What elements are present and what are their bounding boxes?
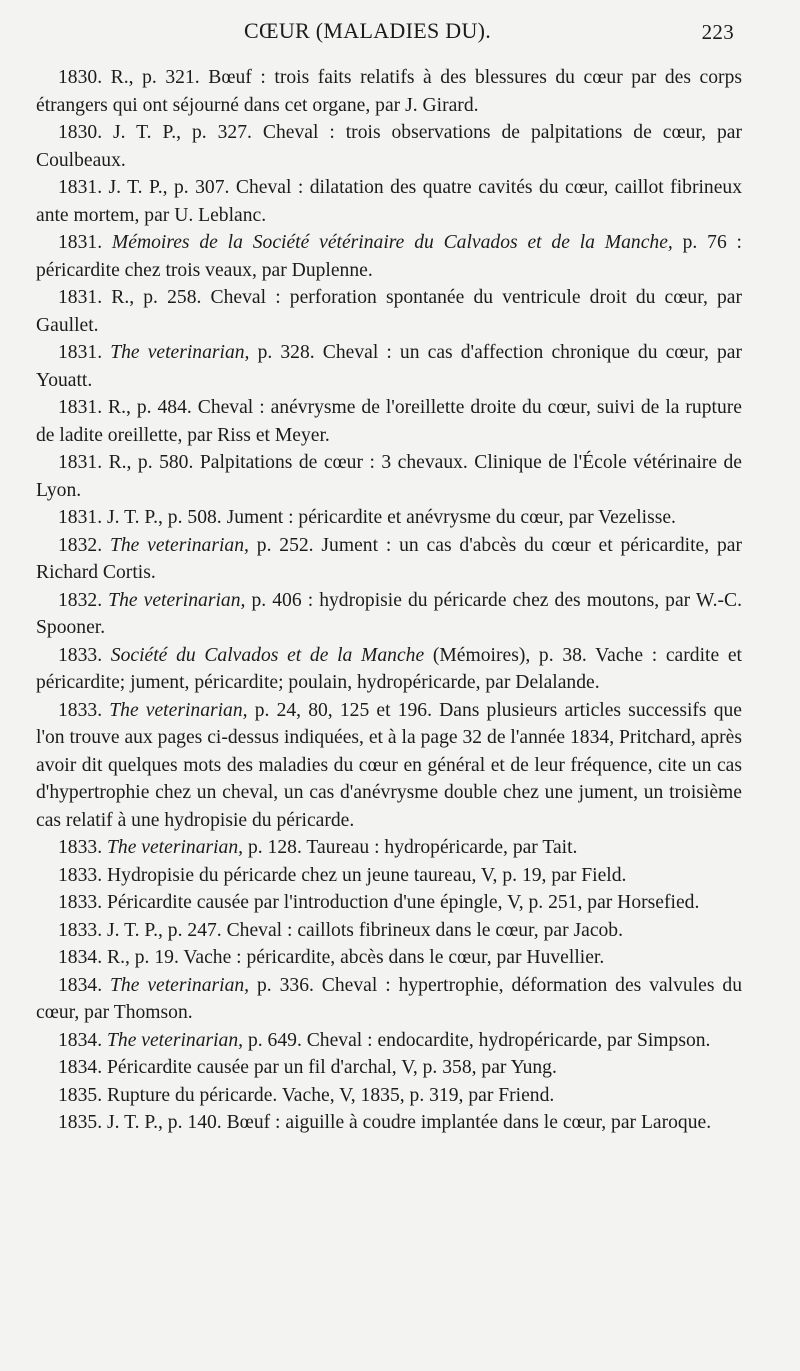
entry-year: 1831. [58,397,103,418]
entry-year: 1832. [58,589,103,611]
entry-text: Bœuf : aiguille à coudre implantée dans le cœur, par Laroque. [226,1112,712,1133]
entry-text: p. 128. Taureau : hydropéricarde, par Tait. [247,837,578,858]
entry-reference: J. T. P., p. 307. [108,177,230,198]
entry-reference: J. T. P., p. 140. [107,1112,222,1133]
entry-text: Cheval : dilatation des quatre cavités du cœur, caillot fibrineux ante mortem, par U. Leblanc. [36,177,742,226]
entry-source-title: Société du Calvados et de la Manche [110,644,425,666]
book-page [36,18,742,1363]
bibliography-entry [36,229,742,284]
bibliography-entry [36,642,742,697]
entry-year: 1833. [58,699,103,721]
running-header [36,18,742,54]
bibliography-entry [36,944,742,972]
entry-source-title: The veterinarian, [110,974,250,996]
entry-year: 1831. [58,177,103,198]
entry-source-title: The veterinarian, [109,699,248,721]
bibliography-entry [36,834,742,862]
page-number: 223 [701,20,734,44]
entry-reference: R., p. 321. [110,67,200,88]
entry-year: 1833. [58,892,103,913]
bibliography-entry [36,587,742,642]
bibliography-entry [36,1082,742,1110]
entry-reference: J. T. P., p. 508. [107,507,222,528]
bibliography-entry [36,889,742,917]
entry-text: p. 336. Cheval : hypertrophie, déformation des valvules du cœur, par Thomson. [36,974,742,1023]
entry-reference: R., p. 484. [108,397,192,418]
bibliography-entry [36,1109,742,1137]
entry-year: 1833. [58,864,103,886]
entry-year: 1835. [58,1112,103,1133]
entry-text: p. 24, 80, 125 et 196. Dans plusieurs articles successifs que l'on trouve aux pages ci-dessus indiquées, et à la page 32 de l'année 1834, Pritchard, après avoir dit quelques mots des maladies du cœur en général et de leur fréquence, cite un cas d'hypertrophie chez un cheval, un cas d'anévrysme double chez une jument, un troisième cas relatif à une hydropisie du péricarde. [36,699,742,831]
entry-year: 1831. [58,232,103,253]
entry-reference: R., p. 258. [111,287,202,308]
entry-year: 1834. [58,974,103,996]
bibliography-entry [36,339,742,394]
entry-text: (Mémoires), p. 38. Vache : cardite et péricardite; jument, péricardite; poulain, hydropéricarde, par Delalande. [36,644,742,693]
entry-source-title: Mémoires de la Société vétérinaire du Calvados et de la Manche, [111,232,673,253]
entry-year: 1830. [58,122,103,143]
bibliography-entry [36,862,742,890]
entry-year: 1835. [58,1084,103,1106]
running-title: CŒUR (MALADIES DU). [244,18,492,43]
bibliography-entry [36,449,742,504]
entry-year: 1833. [58,919,103,941]
entry-source-title: The veterinarian, [109,534,249,556]
entry-year: 1831. [58,452,103,473]
bibliography-entry [36,64,742,119]
entry-text: Jument : péricardite et anévrysme du cœur, par Vezelisse. [226,507,676,528]
entry-year: 1831. [58,287,103,308]
bibliography-entry [36,917,742,945]
entry-text: p. 649. Cheval : endocardite, hydropéricarde, par Simpson. [247,1029,711,1051]
entry-year: 1833. [58,837,103,858]
bibliography-entry [36,972,742,1027]
entry-text: Cheval : caillots fibrineux dans le cœur, par Jacob. [226,919,624,941]
entry-text: Cheval : trois observations de palpitations de cœur, par Coulbeaux. [36,122,743,171]
entry-text: Palpitations de cœur : 3 chevaux. Clinique de l'École vétérinaire de Lyon. [36,452,742,501]
entry-text: Bœuf : trois faits relatifs à des blessures du cœur par des corps étrangers qui ont séjourné dans cet organe, par J. Girard. [36,67,742,116]
entry-year: 1834. [58,1029,103,1051]
entry-text: Rupture du péricarde. Vache, V, 1835, p. 319, par Friend. [107,1084,555,1106]
bibliography-entry [36,1027,742,1055]
entry-year: 1832. [58,534,103,556]
bibliography-list [36,64,742,1137]
entry-text: Cheval : perforation spontanée du ventricule droit du cœur, par Gaullet. [36,287,743,336]
entry-text: p. 76 : péricardite chez trois veaux, par Duplenne. [36,232,742,281]
entry-year: 1834. [58,1057,103,1078]
bibliography-entry [36,1054,742,1082]
bibliography-entry [36,504,742,532]
entry-year: 1833. [58,644,103,666]
bibliography-entry [36,174,742,229]
entry-text: Cheval : anévrysme de l'oreillette droite du cœur, suivi de la rupture de ladite oreillette, par Riss et Meyer. [36,397,742,446]
bibliography-entry [36,394,742,449]
entry-text: p. 328. Cheval : un cas d'affection chronique du cœur, par Youatt. [36,342,743,391]
entry-reference: J. T. P., p. 327. [113,122,252,143]
entry-source-title: The veterinarian, [107,837,244,858]
entry-year: 1830. [58,67,103,88]
entry-text: Péricardite causée par l'introduction d'une épingle, V, p. 251, par Horsefied. [107,892,700,913]
entry-reference: J. T. P., p. 247. [107,919,222,941]
entry-reference: R., p. 19. [107,947,179,968]
entry-source-title: The veterinarian, [107,1029,244,1051]
entry-text: Hydropisie du péricarde chez un jeune taureau, V, p. 19, par Field. [107,864,627,886]
entry-text: p. 252. Jument : un cas d'abcès du cœur et péricardite, par Richard Cortis. [36,534,742,583]
entry-source-title: The veterinarian, [110,342,250,363]
entry-text: p. 406 : hydropisie du péricarde chez des moutons, par W.-C. Spooner. [36,589,743,638]
entry-text: Vache : péricardite, abcès dans le cœur, par Huvellier. [183,947,605,968]
entry-year: 1831. [58,342,103,363]
entry-source-title: The veterinarian, [108,589,246,611]
entry-reference: R., p. 580. [108,452,194,473]
entry-text: Péricardite causée par un fil d'archal, V, p. 358, par Yung. [107,1057,557,1078]
entry-year: 1834. [58,947,103,968]
entry-year: 1831. [58,507,103,528]
bibliography-entry [36,284,742,339]
bibliography-entry [36,532,742,587]
bibliography-entry [36,119,742,174]
bibliography-entry [36,697,742,835]
